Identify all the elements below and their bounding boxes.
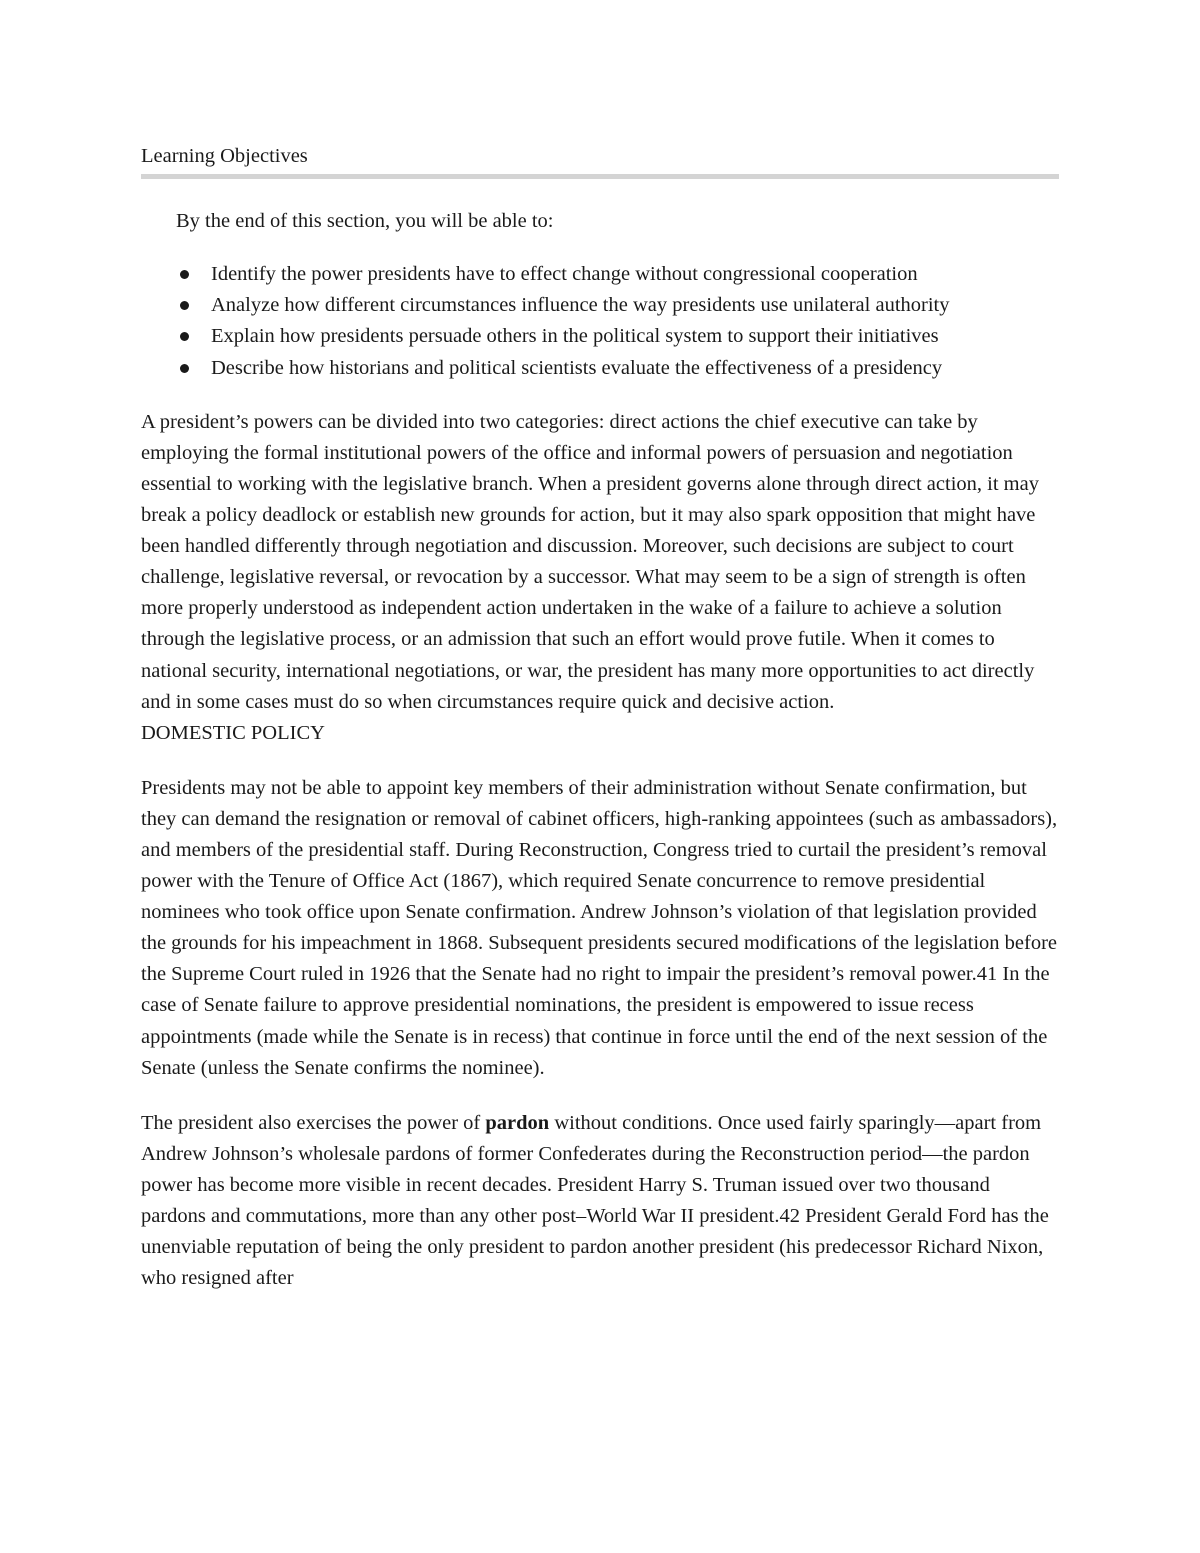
list-item-text: Analyze how different circumstances influence the way presidents use unilateral authority xyxy=(211,294,950,317)
body-paragraph-powers: A president’s powers can be divided into two categories: direct actions the chief executive can take by employing the formal institutional powers of the office and informal powers of persuasion and negotiation essential to working with the legislative branch. When a president governs alone through direct action, it may break a policy deadlock or establish new grounds for action, but it may also spark opposition that might have been handled differently through negotiation and discussion. Moreover, such decisions are subject to court challenge, legislative reversal, or revocation by a successor. What may seem to be a sign of strength is often more properly understood as independent action undertaken in the wake of a failure to achieve a solution through the legislative process, or an admission that such an effort would prove futile. When it comes to national security, international negotiations, or war, the president has many more opportunities to act directly and in some cases must do so when circumstances require quick and decisive action. xyxy=(141,410,1039,713)
bullet-icon xyxy=(180,364,189,373)
learning-objectives-list xyxy=(141,259,1059,384)
bullet-icon xyxy=(180,270,189,279)
pardon-text-before: The president also exercises the power of xyxy=(141,1111,486,1134)
list-item-text: Identify the power presidents have to effect change without congressional cooperation xyxy=(211,263,918,285)
body-paragraph-appointments: Presidents may not be able to appoint key members of their administration without Senate confirmation, but they can demand the resignation or removal of cabinet officers, high-ranking appointees (such as ambassadors), and members of the presidential staff. During Reconstruction, Congress tried to curtail the president’s removal power with the Tenure of Office Act (1867), which required Senate concurrence to remove presidential nominees who took office upon Senate confirmation. Andrew Johnson’s violation of that legislation provided the grounds for his impeachment in 1868. Subsequent presidents secured modifications of the legislation before the Supreme Court ruled in 1926 that the Senate had no right to impair the president’s removal power.41 In the case of Senate failure to approve presidential nominations, the president is empowered to issue recess appointments (made while the Senate is in recess) that continue in force until the end of the next session of the Senate (unless the Senate confirms the nominee). xyxy=(141,776,1058,1079)
learning-objectives-intro: By the end of this section, you will be able to: xyxy=(176,210,554,232)
list-item-text: Describe how historians and political scientists evaluate the effectiveness of a presidency xyxy=(211,356,943,379)
list-item xyxy=(141,259,1059,290)
list-item xyxy=(141,290,1059,321)
pardon-text-after: without conditions. Once used fairly sparingly—apart from Andrew Johnson’s wholesale pardons of former Confederates during the Reconstruction period—the pardon power has become more visible in recent decades. President Harry S. Truman issued over two thousand pardons and commutations, more than any other post–World War II president.42 President Gerald Ford has the unenviable reputation of being the only president to pardon another president (his predecessor Richard Nixon, who resigned after xyxy=(141,1111,1049,1290)
section-heading-domestic-policy: DOMESTIC POLICY xyxy=(141,721,325,744)
pardon-term: pardon xyxy=(485,1111,550,1134)
learning-objectives-heading: Learning Objectives xyxy=(141,145,308,167)
heading-divider xyxy=(141,174,1059,179)
document-page xyxy=(141,140,1059,1294)
list-item xyxy=(141,353,1059,384)
bullet-icon xyxy=(180,332,189,341)
body-paragraph-pardon xyxy=(141,1108,1059,1295)
bullet-icon xyxy=(180,301,189,310)
list-item-text: Explain how presidents persuade others in the political system to support their initiatives xyxy=(211,325,939,348)
list-item xyxy=(141,321,1059,352)
